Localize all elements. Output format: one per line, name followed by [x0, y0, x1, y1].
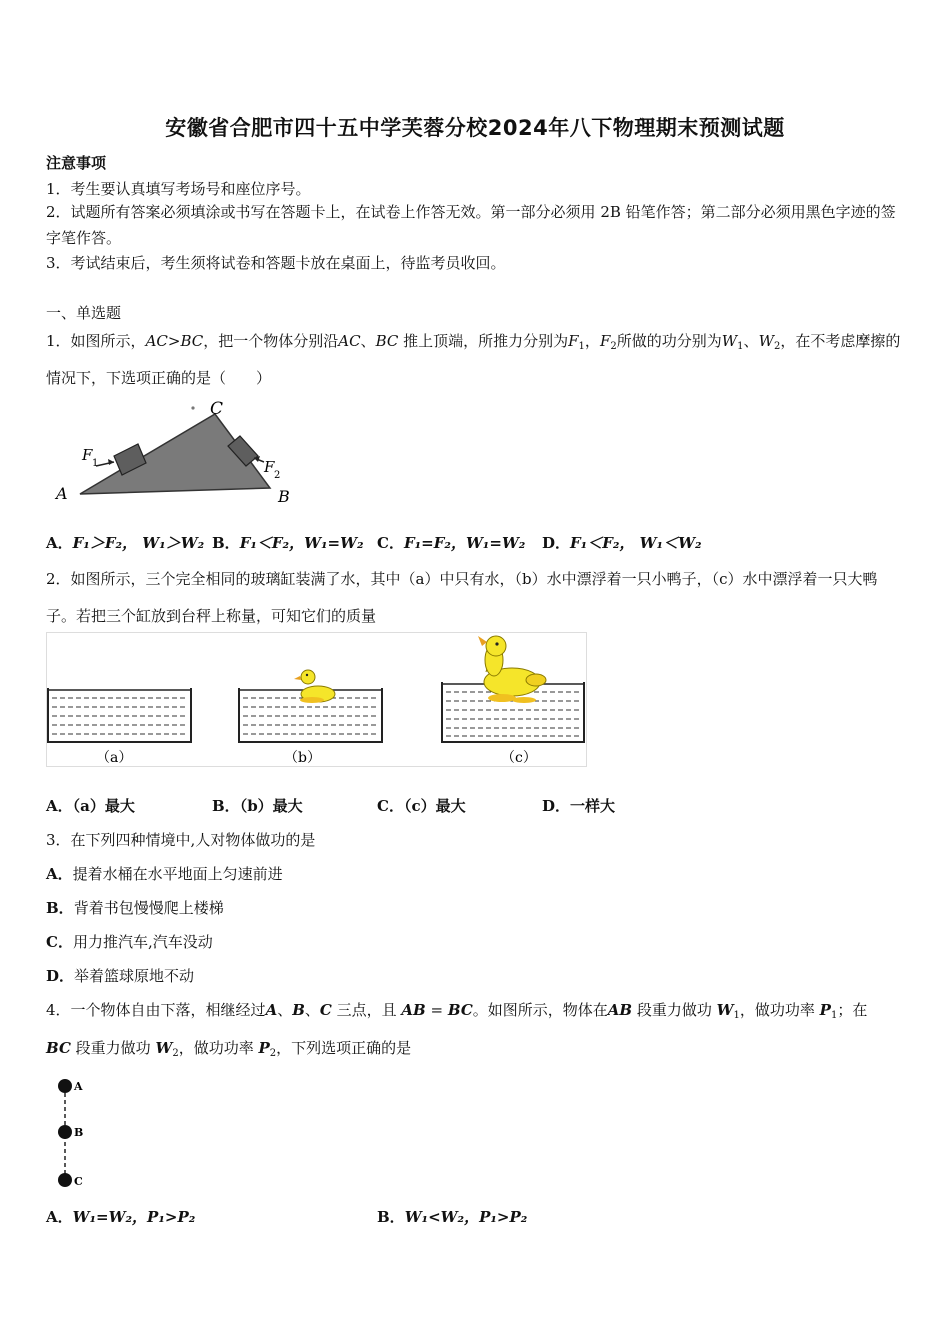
page-title: 安徽省合肥市四十五中学芙蓉分校2024年八下物理期末预测试题 [165, 116, 785, 140]
svg-text:A: A [74, 1080, 83, 1093]
q4-option-b[interactable]: B．W₁<W₂，P₁>P₂ [377, 1208, 528, 1226]
q2-option-b[interactable]: B．（b）最大 [212, 797, 303, 815]
question-4-line-1: 4．一个物体自由下落，相继经过A、B、C 三点，且 AB = BC。如图所示，物体在AB 段重力做功 $W_1$，做功功率 $P_1$；在 [46, 1001, 868, 1021]
label-a: （a） [96, 750, 133, 766]
label-f1: F [82, 446, 93, 464]
q1-incline-figure [50, 396, 310, 511]
notice-item-1: 1．考生要认真填写考场号和座位序号。 [46, 180, 311, 198]
q1-option-b[interactable]: B．F₁＜F₂，W₁=W₂ [212, 534, 364, 552]
label-b: （b） [284, 750, 321, 766]
point-a [58, 1079, 72, 1093]
q4-option-a[interactable]: A．W₁=W₂，P₁>P₂ [46, 1208, 196, 1226]
q1-option-a[interactable]: A．F₁＞F₂， W₁＞W₂ [46, 534, 205, 552]
point-c [58, 1173, 72, 1187]
label-c: C [210, 399, 224, 419]
q2-tanks-figure [46, 632, 588, 768]
question-4-line-2: BC 段重力做功 $W_2$，做功功率 $P_2$，下列选项正确的是 [46, 1039, 412, 1059]
notice-item-2: 2．试题所有答案必须填涂或书写在答题卡上，在试卷上作答无效。第一部分必须用 2B 铅笔作答；第二部分必须用黑色字迹的签字笔作答。 [46, 203, 896, 247]
q1-number: 1． [46, 332, 71, 350]
q3-option-b[interactable]: B．背着书包慢慢爬上楼梯 [46, 899, 224, 917]
q2-option-a[interactable]: A．（a）最大 [46, 797, 135, 815]
question-3: 3．在下列四种情境中,人对物体做功的是 [46, 831, 316, 849]
label-b: B [278, 487, 290, 506]
svg-text:2: 2 [274, 470, 281, 481]
q1-option-d[interactable]: D．F₁＜F₂， W₁＜W₂ [542, 534, 702, 552]
notice-heading: 注意事项 [46, 154, 107, 172]
q2-option-d[interactable]: D．一样大 [542, 797, 616, 815]
q3-option-d[interactable]: D．举着篮球原地不动 [46, 967, 195, 985]
q3-option-c[interactable]: C．用力推汽车,汽车没动 [46, 933, 213, 951]
svg-text:B: B [74, 1126, 84, 1139]
section-heading: 一、单选题 [46, 304, 122, 322]
point-b [58, 1125, 72, 1139]
q2-option-c[interactable]: C．（c）最大 [377, 797, 466, 815]
question-2: 2．如图所示，三个完全相同的玻璃缸装满了水，其中（a）中只有水，（b）水中漂浮着一只小鸭子，（c）水中漂浮着一只大鸭子。若把三个缸放到台秤上称量，可知它们的质量 [46, 570, 878, 625]
q4-points-figure [50, 1072, 100, 1192]
label-a: A [56, 484, 68, 503]
label-c: （c） [501, 750, 537, 766]
notice-item-3: 3．考试结束后，考生须将试卷和答题卡放在桌面上，待监考员收回。 [46, 254, 506, 272]
q3-option-a[interactable]: A．提着水桶在水平地面上匀速前进 [46, 865, 283, 883]
q1-option-c[interactable]: C．F₁=F₂，W₁=W₂ [377, 534, 526, 552]
svg-text:1: 1 [92, 458, 99, 469]
question-1: 1．如图所示，AC>BC，把一个物体分别沿AC、BC 推上顶端，所推力分别为$F_1$，$F_2$所做的功分别为$W_1$、$W_2$，在不考虑摩擦的情况下，下选项正确的是（ ） [46, 332, 901, 387]
svg-text:C: C [74, 1175, 83, 1188]
label-f2: F [264, 458, 275, 476]
